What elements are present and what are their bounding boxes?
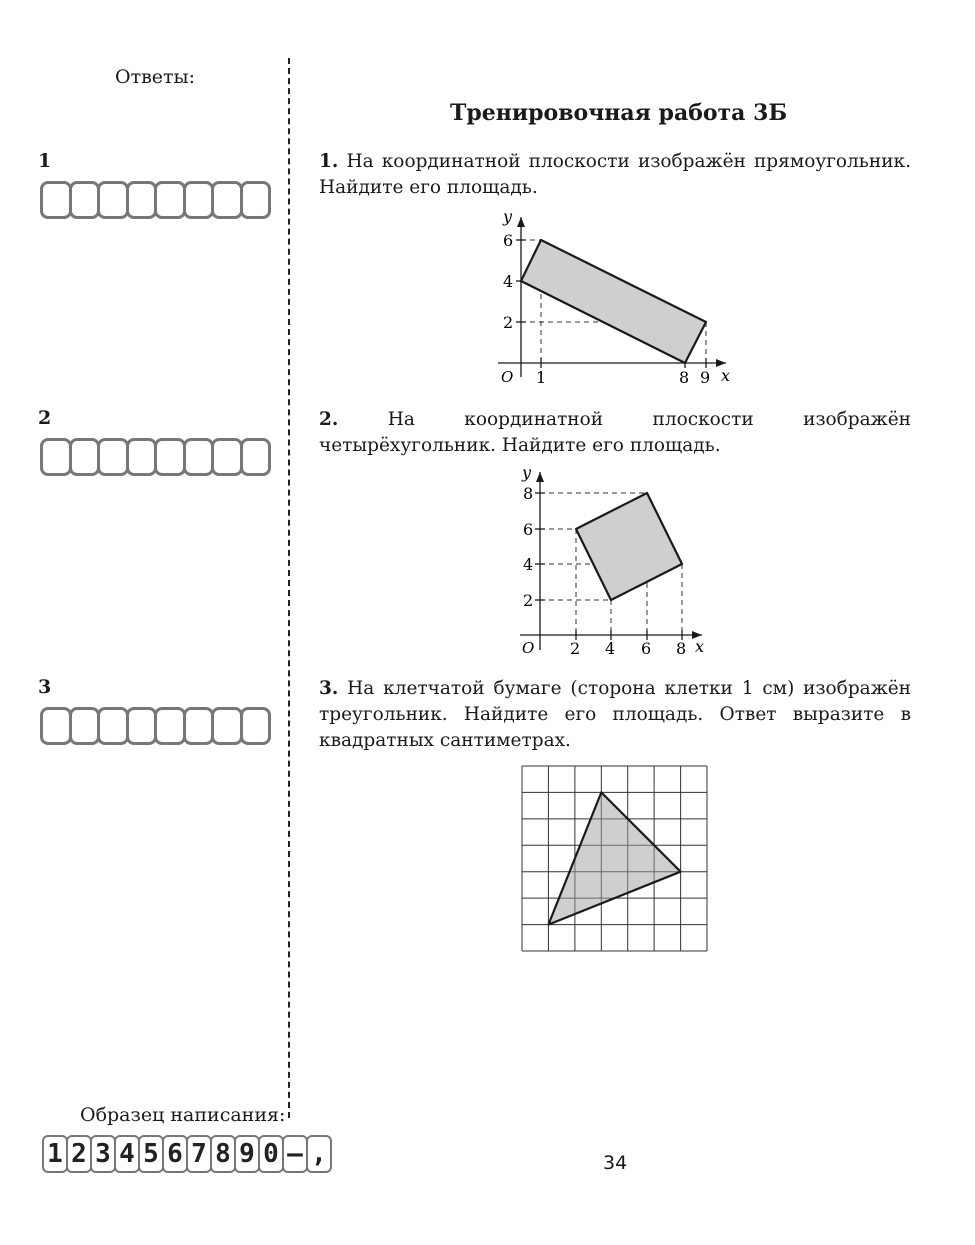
x-axis-label: x: [721, 366, 731, 385]
answer-cell[interactable]: [154, 438, 186, 476]
answer-field-2[interactable]: [40, 438, 268, 476]
answers-header: Ответы:: [115, 66, 196, 88]
quadrilateral-shape: [576, 493, 682, 600]
answer-cell[interactable]: [40, 438, 72, 476]
sample-char: 1: [42, 1135, 68, 1173]
y-tick-label: 8: [523, 484, 534, 503]
answer-number-1: 1: [38, 150, 52, 172]
answer-cell[interactable]: [69, 438, 101, 476]
triangle-shape: [548, 792, 680, 924]
sample-label: Образец написания:: [80, 1104, 286, 1126]
answer-cell[interactable]: [126, 438, 158, 476]
sample-char: –: [282, 1135, 308, 1173]
figure-2-coordinate-plane: [500, 462, 720, 660]
task-1: [319, 149, 911, 201]
x-axis-label: x: [695, 637, 705, 656]
y-tick-label: 4: [523, 555, 534, 574]
answer-cell[interactable]: [211, 438, 243, 476]
x-tick-label: 8: [679, 368, 690, 387]
task-text: На клетчатой бумаге (сторона клетки 1 см) изображён треугольник. Найдите его площадь. Ответ выразите в квадратных сантиметрах.: [319, 678, 911, 751]
y-tick-label: 6: [503, 231, 514, 250]
task-text: На координатной плоскости изображён четырёхугольник. Найдите его площадь.: [319, 409, 911, 456]
figure-3-grid: [520, 765, 710, 953]
y-axis-label: y: [522, 463, 532, 482]
answer-cell[interactable]: [154, 707, 186, 745]
y-tick-label: 2: [523, 591, 534, 610]
task-2: [319, 407, 911, 459]
answer-cell[interactable]: [240, 438, 272, 476]
answer-cell[interactable]: [97, 181, 129, 219]
sample-char: 4: [114, 1135, 140, 1173]
y-axis-label: y: [503, 207, 513, 226]
dashed-divider: [288, 58, 290, 1118]
answer-cell[interactable]: [40, 181, 72, 219]
y-tick-label: 2: [503, 313, 514, 332]
task-number: 3.: [319, 678, 339, 699]
answer-field-1[interactable]: [40, 181, 268, 219]
x-tick-label: 4: [605, 639, 616, 658]
answer-cell[interactable]: [240, 707, 272, 745]
answer-cell[interactable]: [183, 707, 215, 745]
figure-1-coordinate-plane: [490, 205, 750, 390]
answer-cell[interactable]: [69, 181, 101, 219]
x-tick-label: 6: [641, 639, 652, 658]
sample-char: 8: [210, 1135, 236, 1173]
answer-cell[interactable]: [183, 438, 215, 476]
answer-cell[interactable]: [211, 707, 243, 745]
sample-char: 6: [162, 1135, 188, 1173]
sample-char: 5: [138, 1135, 164, 1173]
rectangle-shape: [521, 240, 706, 363]
sample-writing: [42, 1135, 330, 1173]
answer-cell[interactable]: [183, 181, 215, 219]
answer-cell[interactable]: [211, 181, 243, 219]
answer-cell[interactable]: [69, 707, 101, 745]
page-title: Тренировочная работа 3Б: [450, 100, 788, 126]
sample-char: 9: [234, 1135, 260, 1173]
sample-char: 3: [90, 1135, 116, 1173]
answer-number-3: 3: [38, 676, 52, 698]
x-tick-label: 8: [676, 639, 687, 658]
answer-cell[interactable]: [126, 707, 158, 745]
sample-char: 7: [186, 1135, 212, 1173]
origin-label: O: [501, 368, 514, 386]
y-tick-label: 4: [503, 272, 514, 291]
answer-cell[interactable]: [154, 181, 186, 219]
answer-cell[interactable]: [126, 181, 158, 219]
task-number: 1.: [319, 151, 339, 172]
answer-cell[interactable]: [97, 438, 129, 476]
task-3: [319, 676, 911, 754]
answer-cell[interactable]: [240, 181, 272, 219]
task-text: На координатной плоскости изображён прямоугольник. Найдите его площадь.: [319, 151, 911, 198]
y-tick-label: 6: [523, 520, 534, 539]
x-tick-label: 9: [700, 368, 711, 387]
sample-char: ,: [306, 1135, 332, 1173]
origin-label: O: [522, 639, 535, 657]
answer-cell[interactable]: [97, 707, 129, 745]
task-number: 2.: [319, 409, 339, 430]
answer-cell[interactable]: [40, 707, 72, 745]
sample-char: 2: [66, 1135, 92, 1173]
x-tick-label: 2: [570, 639, 581, 658]
page-number: 34: [603, 1152, 628, 1174]
answer-number-2: 2: [38, 407, 52, 429]
x-tick-label: 1: [536, 368, 547, 387]
sample-char: 0: [258, 1135, 284, 1173]
answer-field-3[interactable]: [40, 707, 268, 745]
